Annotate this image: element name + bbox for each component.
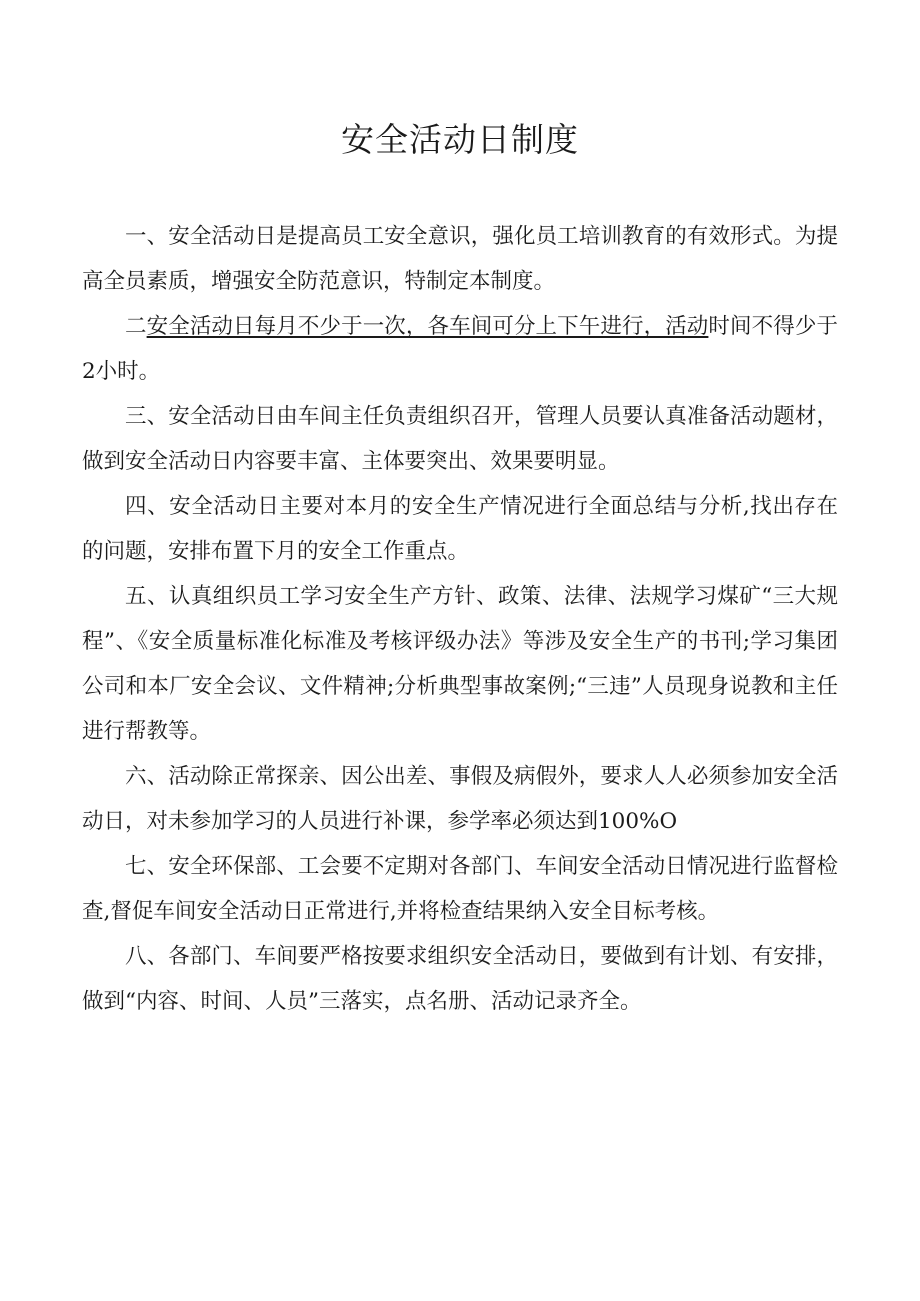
paragraph-2 <box>82 304 838 394</box>
document-title: 安全活动日制度 <box>341 120 579 159</box>
paragraph-2-underlined-text: 安全活动日每月不少于一次，各车间可分上下午进行，活动 <box>146 314 709 339</box>
paragraph-6: 六、活动除正常探亲、因公出差、事假及病假外，要求人人必须参加安全活动日，对未参加学习的人员进行补课，参学率必须达到100%O <box>82 764 838 834</box>
paragraph-2-prefix: 二 <box>125 314 147 339</box>
paragraph-7: 七、安全环保部、工会要不定期对各部门、车间安全活动日情况进行监督检查,督促车间安全活动日正常进行,并将检查结果纳入安全目标考核。 <box>82 854 838 924</box>
paragraph-1: 一、安全活动日是提高员工安全意识，强化员工培训教育的有效形式。为提高全员素质，增强安全防范意识，特制定本制度。 <box>82 224 838 294</box>
paragraph-3: 三、安全活动日由车间主任负责组织召开，管理人员要认真准备活动题材，做到安全活动日内容要丰富、主体要突出、效果要明显。 <box>82 404 838 474</box>
paragraph-2-suffix: 时间不得少于2小时。 <box>82 314 838 384</box>
paragraph-5: 五、认真组织员工学习安全生产方针、政策、法律、法规学习煤矿“三大规程”、《安全质量标准化标准及考核评级办法》等涉及安全生产的书刊;学习集团公司和本厂安全会议、文件精神;分析典型事故案例;“三违”人员现身说教和主任进行帮教等。 <box>82 584 838 744</box>
document-body <box>82 214 838 1024</box>
paragraph-4: 四、安全活动日主要对本月的安全生产情况进行全面总结与分析,找出存在的问题，安排布置下月的安全工作重点。 <box>82 494 838 564</box>
paragraph-8: 八、各部门、车间要严格按要求组织安全活动日，要做到有计划、有安排，做到“内容、时间、人员”三落实，点名册、活动记录齐全。 <box>82 944 838 1014</box>
